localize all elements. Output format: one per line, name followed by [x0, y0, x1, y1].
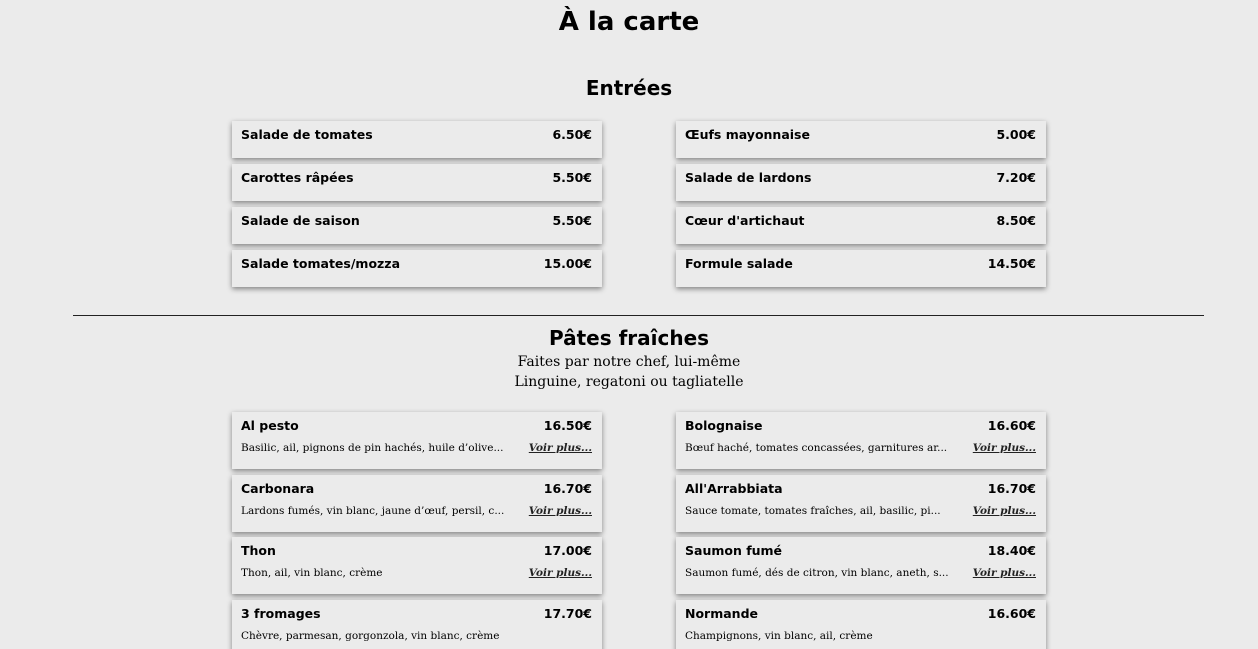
item-name: Bolognaise	[685, 418, 763, 433]
item-name: Salade de tomates	[241, 127, 373, 142]
menu-item-card[interactable]	[676, 412, 1046, 469]
item-price: 18.40€	[987, 543, 1036, 558]
menu-item-card[interactable]	[676, 475, 1046, 532]
item-description: Chèvre, parmesan, gorgonzola, vin blanc, crème	[241, 629, 500, 642]
menu-item-card[interactable]	[676, 537, 1046, 594]
item-name: Saumon fumé	[685, 543, 783, 558]
item-name: Salade de lardons	[685, 170, 812, 185]
item-price: 16.70€	[543, 480, 592, 496]
item-name: Carbonara	[241, 480, 315, 496]
item-description: Bœuf haché, tomates concassées, garnitures ar...	[685, 442, 948, 454]
menu-item-card[interactable]	[232, 250, 602, 287]
item-price: 16.70€	[987, 480, 1036, 496]
item-name: Cœur d'artichaut	[685, 213, 805, 228]
item-description: Champignons, vin blanc, ail, crème	[685, 629, 873, 642]
item-price: 16.50€	[543, 418, 592, 433]
item-name: Formule salade	[685, 256, 793, 271]
menu-item-card[interactable]	[232, 537, 602, 594]
menu-item-card[interactable]	[232, 600, 602, 649]
item-price: 5.50€	[552, 170, 592, 185]
section-title-pates: Pâtes fraîches	[548, 326, 710, 350]
section-divider	[73, 315, 1204, 316]
menu-item-card[interactable]	[676, 250, 1046, 287]
menu-item-card[interactable]	[232, 121, 602, 158]
menu-item-card[interactable]	[676, 121, 1046, 158]
page-title: À la carte	[558, 7, 700, 37]
menu-item-card[interactable]	[232, 207, 602, 244]
item-price: 5.00€	[996, 127, 1036, 142]
menu-item-card[interactable]	[676, 164, 1046, 201]
see-more-link[interactable]: Voir plus...	[528, 442, 592, 454]
item-description: Basilic, ail, pignons de pin hachés, huile d’olive...	[241, 442, 504, 454]
item-price: 16.60€	[987, 605, 1036, 621]
item-description: Lardons fumés, vin blanc, jaune d’œuf, persil, c...	[241, 504, 505, 517]
item-price: 17.00€	[543, 543, 592, 558]
see-more-link[interactable]: Voir plus...	[972, 567, 1036, 579]
item-price: 6.50€	[552, 127, 592, 142]
item-price: 8.50€	[996, 213, 1036, 228]
menu-item-card[interactable]	[232, 412, 602, 469]
see-more-link[interactable]: Voir plus...	[528, 567, 592, 579]
item-name: Œufs mayonnaise	[685, 127, 810, 142]
item-description: Thon, ail, vin blanc, crème	[241, 567, 383, 579]
item-price: 14.50€	[987, 256, 1036, 271]
item-price: 17.70€	[543, 605, 592, 621]
see-more-link[interactable]: Voir plus...	[972, 504, 1036, 517]
item-name: Al pesto	[241, 418, 299, 433]
see-more-link[interactable]: Voir plus...	[528, 504, 592, 517]
item-name: Salade de saison	[241, 213, 360, 228]
section-subtitle-chef: Faites par notre chef, lui-même	[517, 354, 741, 370]
section-title-entrees: Entrées	[585, 76, 673, 100]
menu-item-card[interactable]	[676, 600, 1046, 649]
item-description: Saumon fumé, dés de citron, vin blanc, aneth, s...	[685, 567, 949, 579]
item-price: 5.50€	[552, 213, 592, 228]
item-name: Normande	[685, 605, 758, 621]
item-price: 15.00€	[543, 256, 592, 271]
item-description: Sauce tomate, tomates fraîches, ail, basilic, pi...	[685, 504, 941, 517]
item-price: 16.60€	[987, 418, 1036, 433]
item-name: Carottes râpées	[241, 170, 354, 185]
menu-item-card[interactable]	[676, 207, 1046, 244]
item-name: 3 fromages	[241, 605, 321, 621]
item-name: Salade tomates/mozza	[241, 256, 401, 271]
item-name: All'Arrabbiata	[685, 480, 783, 496]
item-price: 7.20€	[996, 170, 1036, 185]
item-name: Thon	[241, 543, 276, 558]
section-subtitle-pasta-types: Linguine, regatoni ou tagliatelle	[514, 374, 744, 390]
menu-item-card[interactable]	[232, 164, 602, 201]
menu-item-card[interactable]	[232, 475, 602, 532]
see-more-link[interactable]: Voir plus...	[972, 442, 1036, 454]
